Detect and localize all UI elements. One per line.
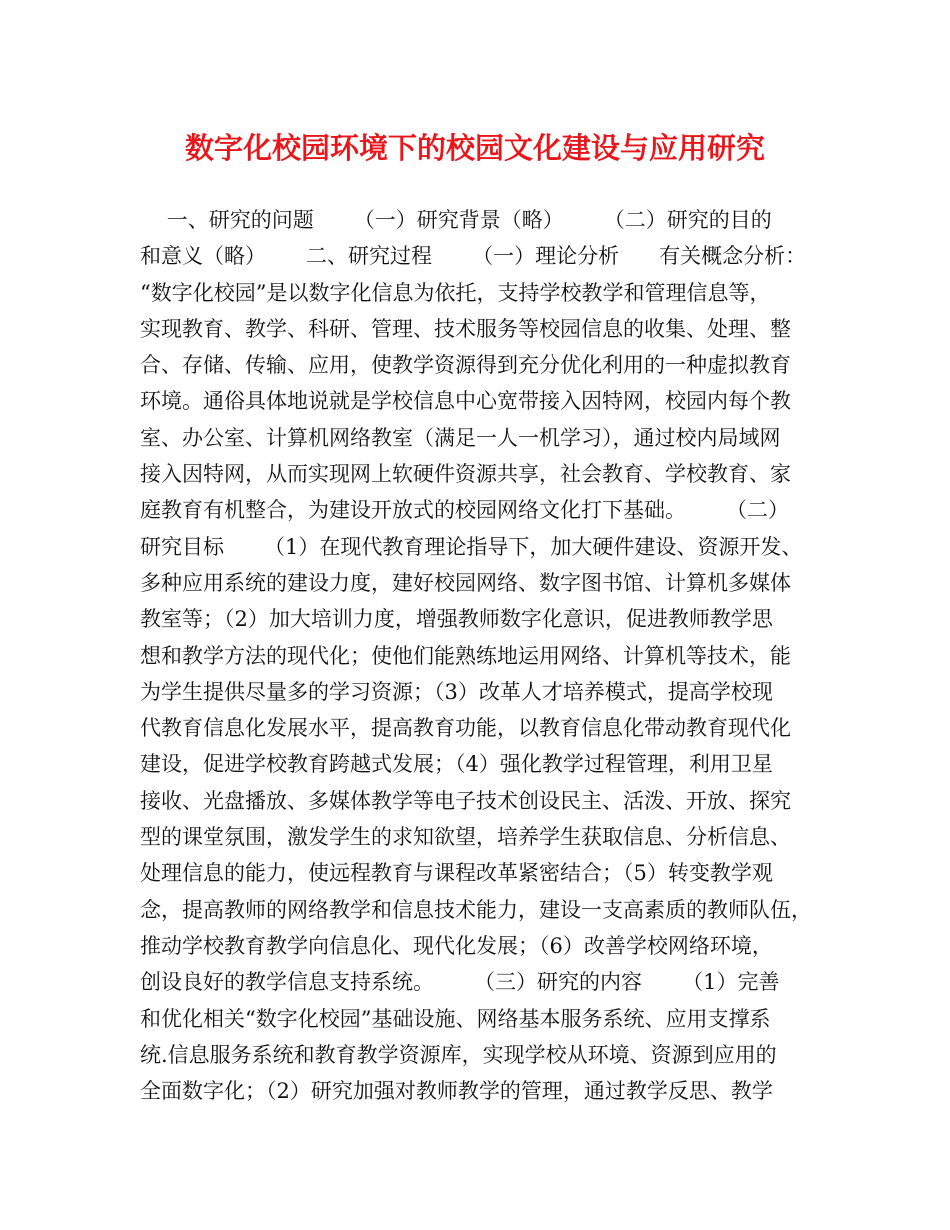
body-text-line: 代教育信息化发展水平，提高教育功能，以教育信息化带动教育现代化 bbox=[140, 716, 791, 741]
body-text-line: 多种应用系统的建设力度，建好校园网络、数字图书馆、计算机多媒体 bbox=[140, 570, 791, 595]
body-text-line: 想和教学方法的现代化；使他们能熟练地运用网络、计算机等技术，能 bbox=[140, 643, 791, 668]
document-body bbox=[140, 202, 820, 1109]
body-text-line: 一、研究的问题 （一）研究背景（略） （二）研究的目的 bbox=[140, 208, 772, 232]
body-text-line: 实现教育、教学、科研、管理、技术服务等校园信息的收集、处理、整 bbox=[140, 316, 791, 341]
body-text-line: 统.信息服务系统和教育教学资源库，实现学校从环境、资源到应用的 bbox=[140, 1042, 777, 1067]
body-text-line: 和意义（略） 二、研究过程 （一）理论分析 有关概念分析： bbox=[140, 244, 807, 269]
body-text-line: 教室等；（2）加大培训力度，增强教师数字化意识，促进教师教学思 bbox=[140, 607, 773, 632]
body-text-line: 接收、光盘播放、多媒体教学等电子技术创设民主、活泼、开放、探究 bbox=[140, 788, 791, 813]
body-text-line: 念，提高教师的网络教学和信息技术能力，建设一支高素质的教师队伍， bbox=[140, 897, 812, 922]
body-text-line: 全面数字化；（2）研究加强对教师教学的管理，通过教学反思、教学 bbox=[140, 1079, 773, 1104]
body-text-line: 为学生提供尽量多的学习资源；（3）改革人才培养模式，提高学校现 bbox=[140, 679, 773, 704]
body-text-line: 室、办公室、计算机网络教室（满足一人一机学习），通过校内局域网 bbox=[140, 425, 781, 450]
body-text-line: 研究目标 （1）在现代教育理论指导下，加大硬件建设、资源开发、 bbox=[140, 534, 803, 559]
body-text-line: 和优化相关“数字化校园”基础设施、网络基本服务系统、应用支撑系 bbox=[140, 1006, 771, 1031]
body-text-line: 处理信息的能力，使远程教育与课程改革紧密结合；（5）转变教学观 bbox=[140, 861, 773, 886]
body-text-line: 型的课堂氛围，激发学生的求知欲望，培养学生获取信息、分析信息、 bbox=[140, 825, 791, 850]
body-text-line: 庭教育有机整合，为建设开放式的校园网络文化打下基础。 （二） bbox=[140, 498, 790, 523]
body-text-line: 合、存储、传输、应用，使教学资源得到充分优化利用的一种虚拟教育 bbox=[140, 353, 791, 378]
body-text-line: 接入因特网，从而实现网上软硬件资源共享，社会教育、学校教育、家 bbox=[140, 462, 791, 487]
body-text-line: 环境。通俗具体地说就是学校信息中心宽带接入因特网，校园内每个教 bbox=[140, 389, 791, 414]
document-title: 数字化校园环境下的校园文化建设与应用研究 bbox=[184, 131, 765, 165]
body-text-line: 建设，促进学校教育跨越式发展；（4）强化教学过程管理，利用卫星 bbox=[140, 752, 773, 777]
body-text-line: 推动学校教育教学向信息化、现代化发展；（6）改善学校网络环境， bbox=[140, 933, 773, 958]
body-text-line: “数字化校园”是以数字化信息为依托，支持学校教学和管理信息等， bbox=[140, 280, 771, 305]
body-text-line: 创设良好的教学信息支持系统。 （三）研究的内容 （1）完善 bbox=[140, 970, 780, 995]
